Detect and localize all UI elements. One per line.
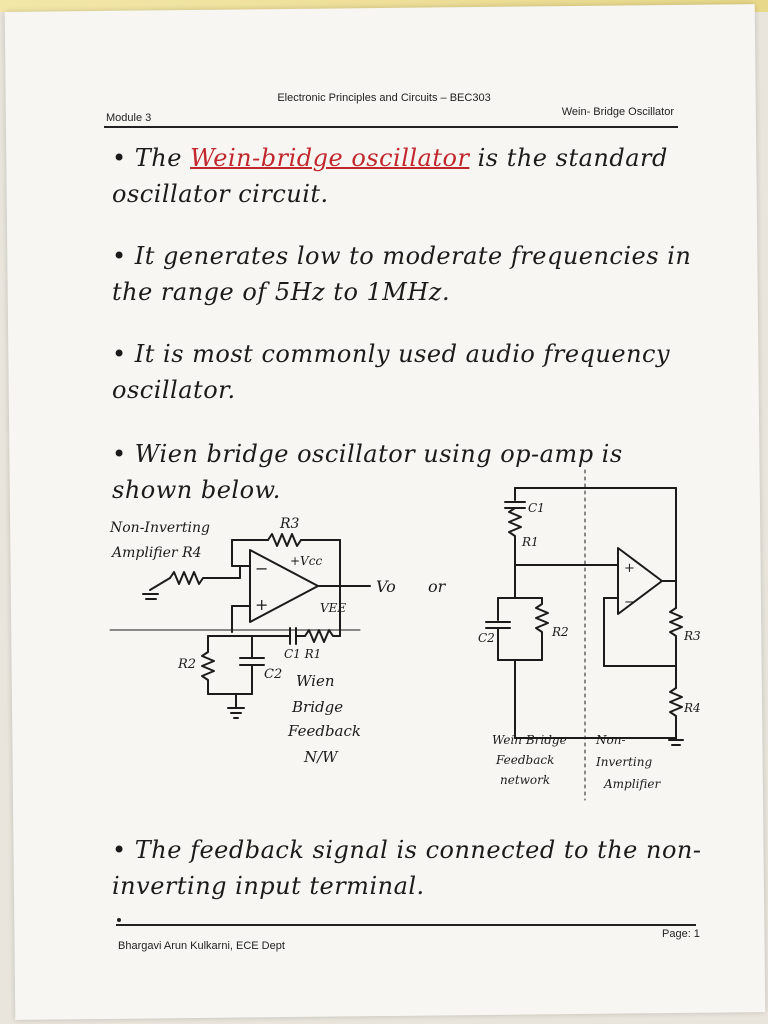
note-1-highlight: Wein-bridge oscillator	[190, 144, 470, 172]
label-vo: Vo	[376, 577, 396, 596]
note-paragraph-2: • It generates low to moderate frequencies in the range of 5Hz to 1MHz.	[112, 242, 692, 306]
left-title-2: Amplifier R4	[112, 545, 202, 561]
label-vee: VEE	[320, 601, 347, 615]
label-vcc: +Vcc	[290, 554, 323, 568]
wien-line-4: N/W	[304, 748, 338, 766]
label-r3-right: R3	[684, 629, 701, 643]
right-left-label-3: network	[500, 773, 551, 787]
label-minus-right: −	[624, 595, 635, 610]
label-plus-left: +	[255, 595, 269, 614]
note-paragraph-4: • Wien bridge oscillator using op-amp is shown below.	[112, 440, 623, 504]
right-right-label-2: Inverting	[596, 755, 653, 769]
label-r4-right: R4	[684, 701, 701, 715]
note-paragraph-5: • The feedback signal is connected to the non-inverting input terminal.	[112, 836, 702, 900]
right-right-label-1: Non-	[596, 733, 626, 747]
r1-resistor-right	[509, 508, 521, 565]
wien-line-2: Bridge	[292, 698, 344, 716]
r4-resistor	[170, 572, 240, 584]
note-1-post: is the standard oscillator circuit.	[112, 144, 668, 208]
note-1-pre: • The	[112, 144, 191, 172]
r2-resistor-left	[202, 652, 214, 694]
ground-left-wire	[150, 578, 170, 590]
right-right-label-3: Amplifier	[604, 777, 661, 791]
topic-label: Wein- Bridge Oscillator	[561, 106, 674, 118]
wien-line-3: Feedback	[288, 722, 361, 740]
footer-page-number: Page: 1	[662, 928, 700, 940]
course-title: Electronic Principles and Circuits – BEC303	[277, 92, 491, 104]
label-c2-right: C2	[478, 631, 495, 645]
label-c1r1-left: C1 R1	[284, 647, 322, 661]
r3-resistor-right	[670, 608, 682, 666]
label-r3: R3	[280, 516, 300, 532]
r1-resistor-left	[305, 630, 340, 642]
label-r1-right: R1	[522, 535, 539, 549]
trailing-bullet	[117, 918, 121, 922]
label-minus-left: −	[255, 559, 269, 578]
footer-rule	[116, 924, 696, 926]
r4-resistor-right	[670, 688, 682, 730]
r2-resistor-right	[536, 598, 548, 660]
wien-line-1: Wien	[296, 672, 335, 690]
footer-author: Bhargavi Arun Kulkarni, ECE Dept	[118, 940, 285, 952]
r3-resistor	[268, 534, 301, 546]
right-left-label-1: Wein Bridge	[492, 733, 567, 747]
label-plus-right: +	[624, 561, 635, 576]
label-c1-right: C1	[528, 501, 545, 515]
label-c2-left: C2	[264, 667, 283, 682]
label-r2-left: R2	[178, 657, 197, 672]
right-left-label-2: Feedback	[496, 753, 555, 767]
label-or: or	[428, 577, 446, 596]
note-paragraph-3: • It is most commonly used audio frequency oscillator.	[112, 340, 671, 404]
module-label: Module 3	[106, 112, 152, 124]
label-r2-right: R2	[552, 625, 569, 639]
left-title-1: Non-Inverting	[110, 520, 210, 536]
